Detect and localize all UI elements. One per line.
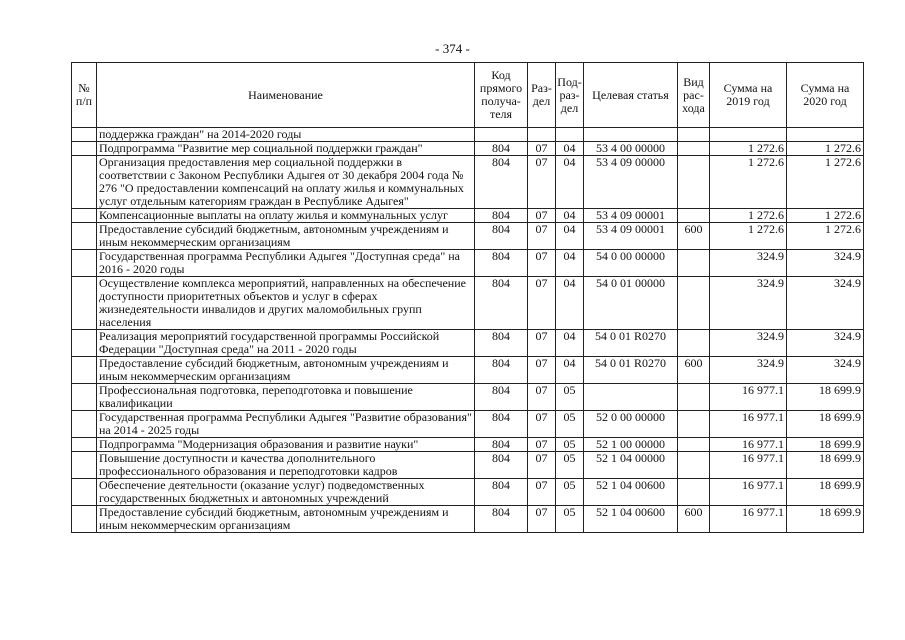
cell-exp-type: 600: [678, 506, 710, 533]
header-code: Код прямого получа-теля: [475, 63, 528, 128]
cell-subsection: [556, 128, 584, 142]
cell-target: 54 0 01 R0270: [584, 330, 678, 357]
cell-sum-2019: 1 272.6: [710, 156, 787, 209]
cell-name: Профессиональная подготовка, переподготовка и повышение квалификации: [97, 384, 475, 411]
cell-exp-type: 600: [678, 223, 710, 250]
cell-sum-2019: 16 977.1: [710, 411, 787, 438]
cell-section: 07: [528, 142, 556, 156]
cell-subsection: 04: [556, 357, 584, 384]
cell-section: 07: [528, 384, 556, 411]
cell-target: 53 4 09 00000: [584, 156, 678, 209]
cell-target: [584, 128, 678, 142]
cell-section: 07: [528, 250, 556, 277]
cell-num: [72, 384, 97, 411]
cell-sum-2020: 18 699.9: [787, 452, 864, 479]
cell-target: 53 4 09 00001: [584, 209, 678, 223]
header-name: Наименование: [97, 63, 475, 128]
cell-exp-type: [678, 479, 710, 506]
cell-sum-2019: 16 977.1: [710, 452, 787, 479]
table-row: [72, 156, 864, 209]
cell-target: 54 0 01 R0270: [584, 357, 678, 384]
cell-code: 804: [475, 357, 528, 384]
cell-sum-2020: 1 272.6: [787, 142, 864, 156]
header-target: Целевая статья: [584, 63, 678, 128]
header-section: Раз-дел: [528, 63, 556, 128]
table-body: [72, 128, 864, 533]
cell-code: 804: [475, 156, 528, 209]
cell-code: 804: [475, 209, 528, 223]
header-subsection: Под-раз-дел: [556, 63, 584, 128]
cell-exp-type: [678, 411, 710, 438]
cell-section: 07: [528, 209, 556, 223]
cell-name: Подпрограмма "Модернизация образования и развитие науки": [97, 438, 475, 452]
cell-exp-type: [678, 384, 710, 411]
cell-section: 07: [528, 479, 556, 506]
cell-sum-2019: 1 272.6: [710, 142, 787, 156]
table-row: [72, 223, 864, 250]
cell-subsection: 05: [556, 411, 584, 438]
cell-section: [528, 128, 556, 142]
cell-subsection: 04: [556, 209, 584, 223]
cell-target: 53 4 09 00001: [584, 223, 678, 250]
cell-exp-type: [678, 438, 710, 452]
cell-target: 52 0 00 00000: [584, 411, 678, 438]
cell-code: 804: [475, 223, 528, 250]
cell-num: [72, 209, 97, 223]
cell-sum-2019: [710, 128, 787, 142]
cell-num: [72, 277, 97, 330]
cell-name: Обеспечение деятельности (оказание услуг) подведомственных государственных бюджетных и автономных учреждений: [97, 479, 475, 506]
cell-section: 07: [528, 277, 556, 330]
cell-num: [72, 438, 97, 452]
cell-target: 52 1 04 00600: [584, 479, 678, 506]
cell-name: Реализация мероприятий государственной программы Российской Федерации "Доступная среда" на 2011 - 2020 годы: [97, 330, 475, 357]
table-row: [72, 142, 864, 156]
table-row: [72, 384, 864, 411]
cell-section: 07: [528, 330, 556, 357]
cell-num: [72, 452, 97, 479]
cell-section: 07: [528, 411, 556, 438]
cell-sum-2019: 16 977.1: [710, 438, 787, 452]
cell-sum-2020: 1 272.6: [787, 223, 864, 250]
cell-exp-type: [678, 156, 710, 209]
cell-exp-type: [678, 452, 710, 479]
header-sum-2019: Сумма на 2019 год: [710, 63, 787, 128]
cell-code: 804: [475, 384, 528, 411]
cell-exp-type: [678, 209, 710, 223]
cell-name: Государственная программа Республики Адыгея "Доступная среда" на 2016 - 2020 годы: [97, 250, 475, 277]
cell-code: 804: [475, 506, 528, 533]
cell-subsection: 05: [556, 452, 584, 479]
cell-name: Компенсационные выплаты на оплату жилья и коммунальных услуг: [97, 209, 475, 223]
cell-subsection: 05: [556, 506, 584, 533]
cell-num: [72, 142, 97, 156]
cell-sum-2020: 18 699.9: [787, 479, 864, 506]
cell-subsection: 04: [556, 142, 584, 156]
table-row: [72, 479, 864, 506]
table-row: [72, 330, 864, 357]
table-row: [72, 277, 864, 330]
table-row: [72, 411, 864, 438]
cell-sum-2019: 324.9: [710, 357, 787, 384]
cell-target: 54 0 00 00000: [584, 250, 678, 277]
cell-subsection: 04: [556, 330, 584, 357]
cell-code: 804: [475, 250, 528, 277]
cell-target: [584, 384, 678, 411]
cell-num: [72, 479, 97, 506]
cell-exp-type: [678, 330, 710, 357]
cell-sum-2019: 1 272.6: [710, 223, 787, 250]
cell-sum-2020: 1 272.6: [787, 209, 864, 223]
cell-subsection: 05: [556, 384, 584, 411]
cell-sum-2020: 18 699.9: [787, 411, 864, 438]
cell-sum-2020: 324.9: [787, 357, 864, 384]
cell-target: 54 0 01 00000: [584, 277, 678, 330]
cell-subsection: 05: [556, 479, 584, 506]
table-row: [72, 250, 864, 277]
cell-exp-type: 600: [678, 357, 710, 384]
cell-num: [72, 250, 97, 277]
cell-name: Предоставление субсидий бюджетным, автономным учреждениям и иным некоммерческим организациям: [97, 506, 475, 533]
cell-sum-2019: 1 272.6: [710, 209, 787, 223]
cell-num: [72, 223, 97, 250]
cell-sum-2019: 324.9: [710, 250, 787, 277]
cell-subsection: 04: [556, 223, 584, 250]
cell-target: 52 1 00 00000: [584, 438, 678, 452]
cell-subsection: 05: [556, 438, 584, 452]
page-number: - 374 -: [435, 41, 470, 56]
header-sum-2020: Сумма на 2020 год: [787, 63, 864, 128]
cell-sum-2020: 324.9: [787, 330, 864, 357]
cell-section: 07: [528, 357, 556, 384]
cell-sum-2020: 1 272.6: [787, 156, 864, 209]
cell-name: Предоставление субсидий бюджетным, автономным учреждениям и иным некоммерческим организациям: [97, 223, 475, 250]
cell-code: 804: [475, 479, 528, 506]
cell-num: [72, 411, 97, 438]
table-header-row: [72, 63, 864, 128]
table-row: [72, 357, 864, 384]
table-row: [72, 452, 864, 479]
cell-code: 804: [475, 330, 528, 357]
cell-code: [475, 128, 528, 142]
table-row: [72, 209, 864, 223]
cell-num: [72, 128, 97, 142]
cell-target: 53 4 00 00000: [584, 142, 678, 156]
cell-exp-type: [678, 277, 710, 330]
cell-sum-2020: 18 699.9: [787, 384, 864, 411]
cell-section: 07: [528, 452, 556, 479]
cell-name: Предоставление субсидий бюджетным, автономным учреждениям и иным некоммерческим организациям: [97, 357, 475, 384]
cell-sum-2019: 16 977.1: [710, 479, 787, 506]
cell-code: 804: [475, 438, 528, 452]
table-row: [72, 438, 864, 452]
cell-code: 804: [475, 452, 528, 479]
cell-name: Подпрограмма "Развитие мер социальной поддержки граждан": [97, 142, 475, 156]
cell-sum-2019: 16 977.1: [710, 384, 787, 411]
cell-num: [72, 156, 97, 209]
budget-table: [71, 62, 864, 533]
cell-sum-2019: 16 977.1: [710, 506, 787, 533]
cell-num: [72, 357, 97, 384]
cell-target: 52 1 04 00600: [584, 506, 678, 533]
cell-name: поддержка граждан" на 2014-2020 годы: [97, 128, 475, 142]
header-exp-type: Вид рас-хода: [678, 63, 710, 128]
cell-target: 52 1 04 00000: [584, 452, 678, 479]
cell-sum-2020: [787, 128, 864, 142]
cell-subsection: 04: [556, 156, 584, 209]
cell-name: Осуществление комплекса мероприятий, направленных на обеспечение доступности приоритетных объектов и услуг в сферах жизнедеятельности инвалидов и других маломобильных групп населения: [97, 277, 475, 330]
cell-code: 804: [475, 411, 528, 438]
cell-exp-type: [678, 142, 710, 156]
cell-section: 07: [528, 506, 556, 533]
cell-sum-2020: 324.9: [787, 277, 864, 330]
cell-sum-2019: 324.9: [710, 330, 787, 357]
cell-sum-2020: 18 699.9: [787, 506, 864, 533]
cell-section: 07: [528, 156, 556, 209]
table-row: [72, 506, 864, 533]
cell-exp-type: [678, 250, 710, 277]
cell-section: 07: [528, 438, 556, 452]
cell-sum-2019: 324.9: [710, 277, 787, 330]
cell-sum-2020: 324.9: [787, 250, 864, 277]
cell-subsection: 04: [556, 277, 584, 330]
table-row: [72, 128, 864, 142]
cell-code: 804: [475, 142, 528, 156]
cell-exp-type: [678, 128, 710, 142]
cell-num: [72, 506, 97, 533]
cell-name: Организация предоставления мер социальной поддержки в соответствии с Законом Республики Адыгея от 30 декабря 2004 года № 276 "О предоставлении компенсаций на оплату жилья и коммунальных услуг отдельным категориям граждан в Республике Адыгея": [97, 156, 475, 209]
header-num: № п/п: [72, 63, 97, 128]
cell-num: [72, 330, 97, 357]
cell-name: Повышение доступности и качества дополнительного профессионального образования и переподготовки кадров: [97, 452, 475, 479]
cell-subsection: 04: [556, 250, 584, 277]
cell-code: 804: [475, 277, 528, 330]
cell-sum-2020: 18 699.9: [787, 438, 864, 452]
cell-name: Государственная программа Республики Адыгея "Развитие образования" на 2014 - 2025 годы: [97, 411, 475, 438]
cell-section: 07: [528, 223, 556, 250]
